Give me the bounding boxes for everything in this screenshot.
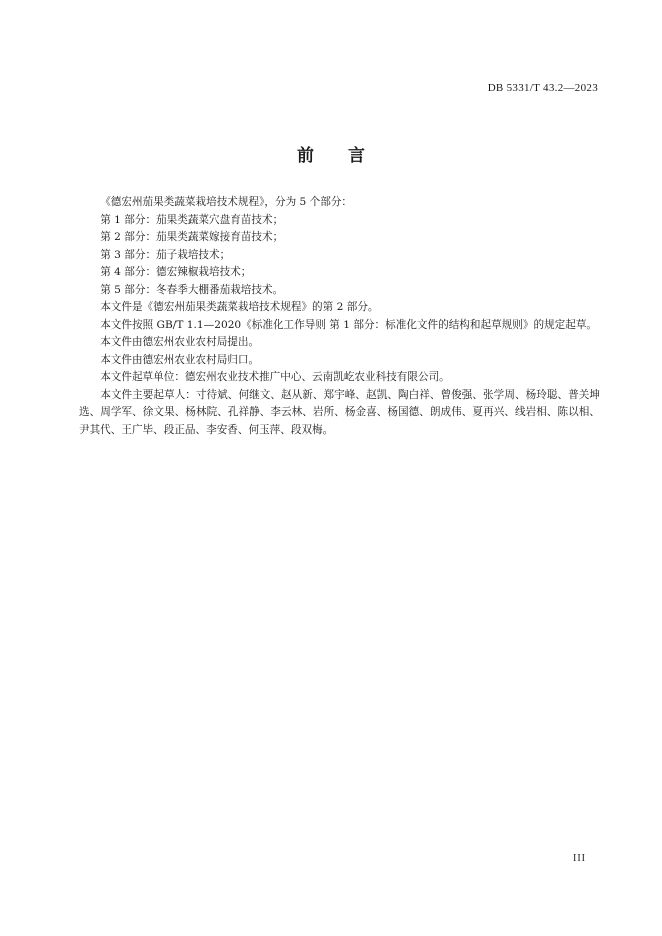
paragraph-part-3: 第 3 部分：茄子栽培技术；: [100, 248, 231, 261]
title-char-1: 前: [297, 146, 314, 166]
paragraph-part-4: 第 4 部分：德宏辣椒栽培技术；: [100, 266, 252, 278]
paragraph-part-1: 第 1 部分：茄果类蔬菜穴盘育苗技术；: [100, 213, 284, 226]
title-char-2: 言: [348, 146, 365, 166]
paragraph-drafters: 本文件主要起草人：寸待斌、何继文、赵从新、郑宇峰、赵凯、陶白祥、曾俊强、张学周、杨玲聪、普关坤选、周学军、徐文果、杨林院、孔祥静、李云林、岩所、杨金喜、杨国德、朗成伟、夏再兴、线岩相、陈以相、尹其代、王广毕、段正品、李安香、何玉萍、段双梅。: [79, 388, 600, 436]
paragraph-part-2: 第 2 部分：茄果类蔬菜嫁接育苗技术；: [100, 231, 284, 243]
paragraph-proposed-by: 本文件由德宏州农业农村局提出。: [100, 336, 260, 348]
page-title: [0, 141, 662, 166]
paragraph-this-part: 本文件是《德宏州茄果类蔬菜栽培技术规程》的第 2 部分。: [100, 301, 379, 313]
paragraph-part-5: 第 5 部分：冬春季大棚番茄栽培技术。: [100, 283, 284, 296]
foreword-body: [79, 194, 600, 439]
paragraph-drafting-rules: 本文件按照 GB/T 1.1—2020《标准化工作导则 第 1 部分：标准化文件的结构和起草规则》的规定起草。: [100, 318, 598, 331]
paragraph-intro: 《德宏州茄果类蔬菜栽培技术规程》，分为 5 个部分：: [100, 196, 353, 208]
paragraph-drafting-units: 本文件起草单位：德宏州农业技术推广中心、云南凯屹农业科技有限公司。: [100, 371, 450, 383]
paragraph-centralized-by: 本文件由德宏州农业农村局归口。: [100, 353, 260, 366]
document-code: DB 5331/T 43.2—2023: [487, 82, 598, 94]
page-number: III: [573, 853, 586, 864]
